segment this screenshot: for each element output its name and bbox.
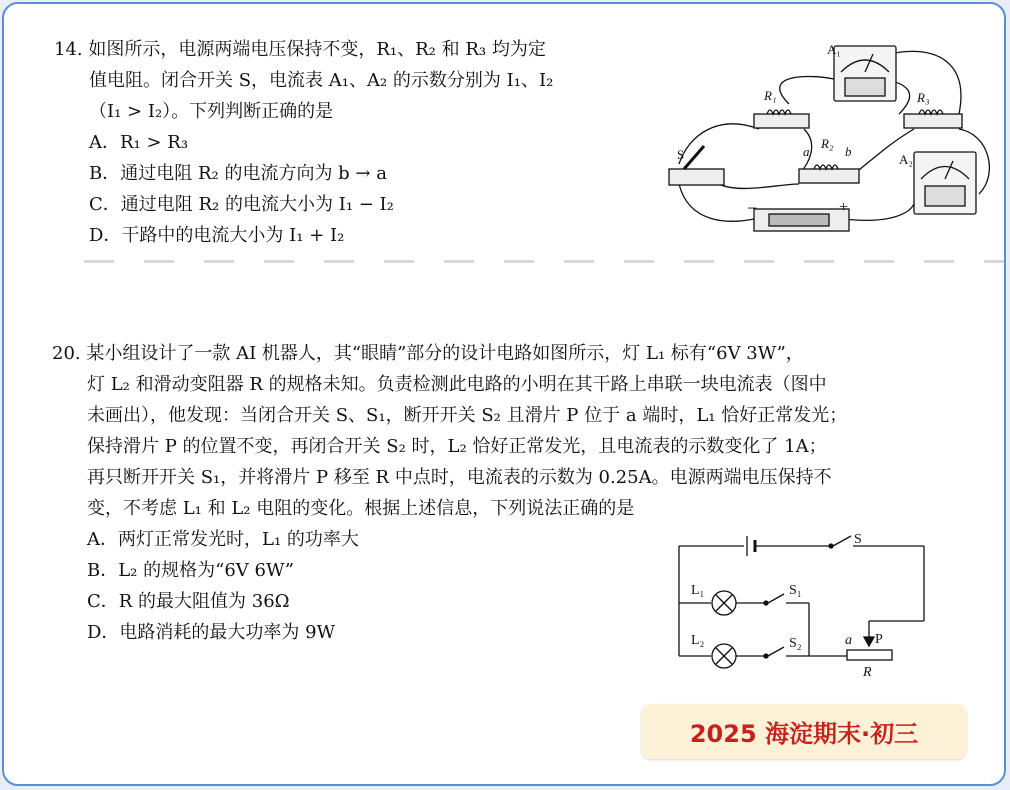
label-r2: R₂ (821, 136, 834, 151)
q20-option-b: B．L₂ 的规格为“6V 6W” (87, 560, 294, 581)
label-r: R (863, 665, 872, 680)
switch-s2-blade (768, 647, 784, 656)
label-s2: S₂ (789, 636, 802, 651)
label-a: a (803, 144, 810, 159)
battery-icon (754, 209, 849, 231)
q20-option-a: A．两灯正常发光时，L₁ 的功率大 (87, 529, 359, 550)
label-minus: − (747, 198, 758, 218)
rheostat-r-icon (847, 650, 892, 660)
label-r1: R₁ (764, 88, 777, 103)
q14-option-c: C．通过电阻 R₂ 的电流大小为 I₁ − I₂ (89, 194, 394, 215)
q14-line-1: 14. 如图所示，电源两端电压保持不变，R₁、R₂ 和 R₃ 均为定 (54, 39, 546, 60)
q20-line-5: 再只断开开关 S₁，并将滑片 P 移至 R 中点时，电流表的示数为 0.25A。电源两端电压保持不 (87, 467, 832, 488)
resistor-r2-icon (799, 165, 859, 183)
q20-circuit-diagram (669, 526, 934, 681)
q20-line-2: 灯 L₂ 和滑动变阻器 R 的规格未知。负责检测此电路的小明在其干路上串联一块电流表（图中 (87, 374, 827, 395)
label-a1: A₁ (827, 42, 841, 57)
q14-option-b: B．通过电阻 R₂ 的电流方向为 b → a (89, 163, 387, 184)
switch-s-contact (829, 544, 833, 548)
q20-line-3: 未画出），他发现：当闭合开关 S、S₁，断开开关 S₂ 且滑片 P 位于 a 端时，L₁ 恰好正常发光； (87, 405, 848, 426)
lamp-l1-icon (712, 591, 736, 615)
q14-option-d: D．干路中的电流大小为 I₁ + I₂ (89, 225, 345, 246)
label-b: b (845, 144, 852, 159)
q20-option-d: D．电路消耗的最大功率为 9W (87, 622, 336, 643)
label-p: P (875, 632, 883, 647)
q14-line-3: （I₁ > I₂）。下列判断正确的是 (89, 101, 334, 122)
resistor-r1-icon (754, 110, 809, 128)
label-r3: R₃ (917, 90, 930, 105)
cut-line (84, 260, 1004, 263)
label-a: a (845, 633, 852, 648)
label-l1: L₁ (691, 583, 705, 598)
question-14 (54, 34, 654, 251)
source-badge: 2025 海淀期末·初三 (641, 704, 967, 759)
label-s: S (677, 147, 685, 162)
resistor-r3-icon (904, 110, 962, 128)
switch-s-blade (833, 536, 851, 546)
label-a2: A₂ (899, 152, 913, 167)
q14-circuit-illustration (659, 34, 1004, 249)
label-l2: L₂ (691, 633, 705, 648)
q14-line-2: 值电阻。闭合开关 S，电流表 A₁、A₂ 的示数分别为 I₁、I₂ (89, 70, 554, 91)
exam-card (2, 2, 1006, 786)
q20-line-4: 保持滑片 P 的位置不变，再闭合开关 S₂ 时，L₂ 恰好正常发光，且电流表的示数变化了 1A； (87, 436, 827, 457)
q20-line-1: 20. 某小组设计了一款 AI 机器人，其“眼睛”部分的设计电路如图所示，灯 L₁ 标有“6V 3W”， (52, 343, 804, 364)
switch-s1-blade (768, 594, 784, 603)
label-s: S (854, 532, 862, 547)
label-s1: S₁ (789, 583, 802, 598)
ammeter-a2-icon (914, 152, 976, 214)
label-plus: + (839, 199, 849, 216)
lamp-l2-icon (712, 644, 736, 668)
q14-option-a: A．R₁ > R₃ (89, 132, 189, 153)
ammeter-a1-icon (834, 46, 896, 101)
q20-line-6: 变，不考虑 L₁ 和 L₂ 电阻的变化。根据上述信息，下列说法正确的是 (87, 498, 635, 519)
q20-option-c: C．R 的最大阻值为 36Ω (87, 591, 290, 612)
